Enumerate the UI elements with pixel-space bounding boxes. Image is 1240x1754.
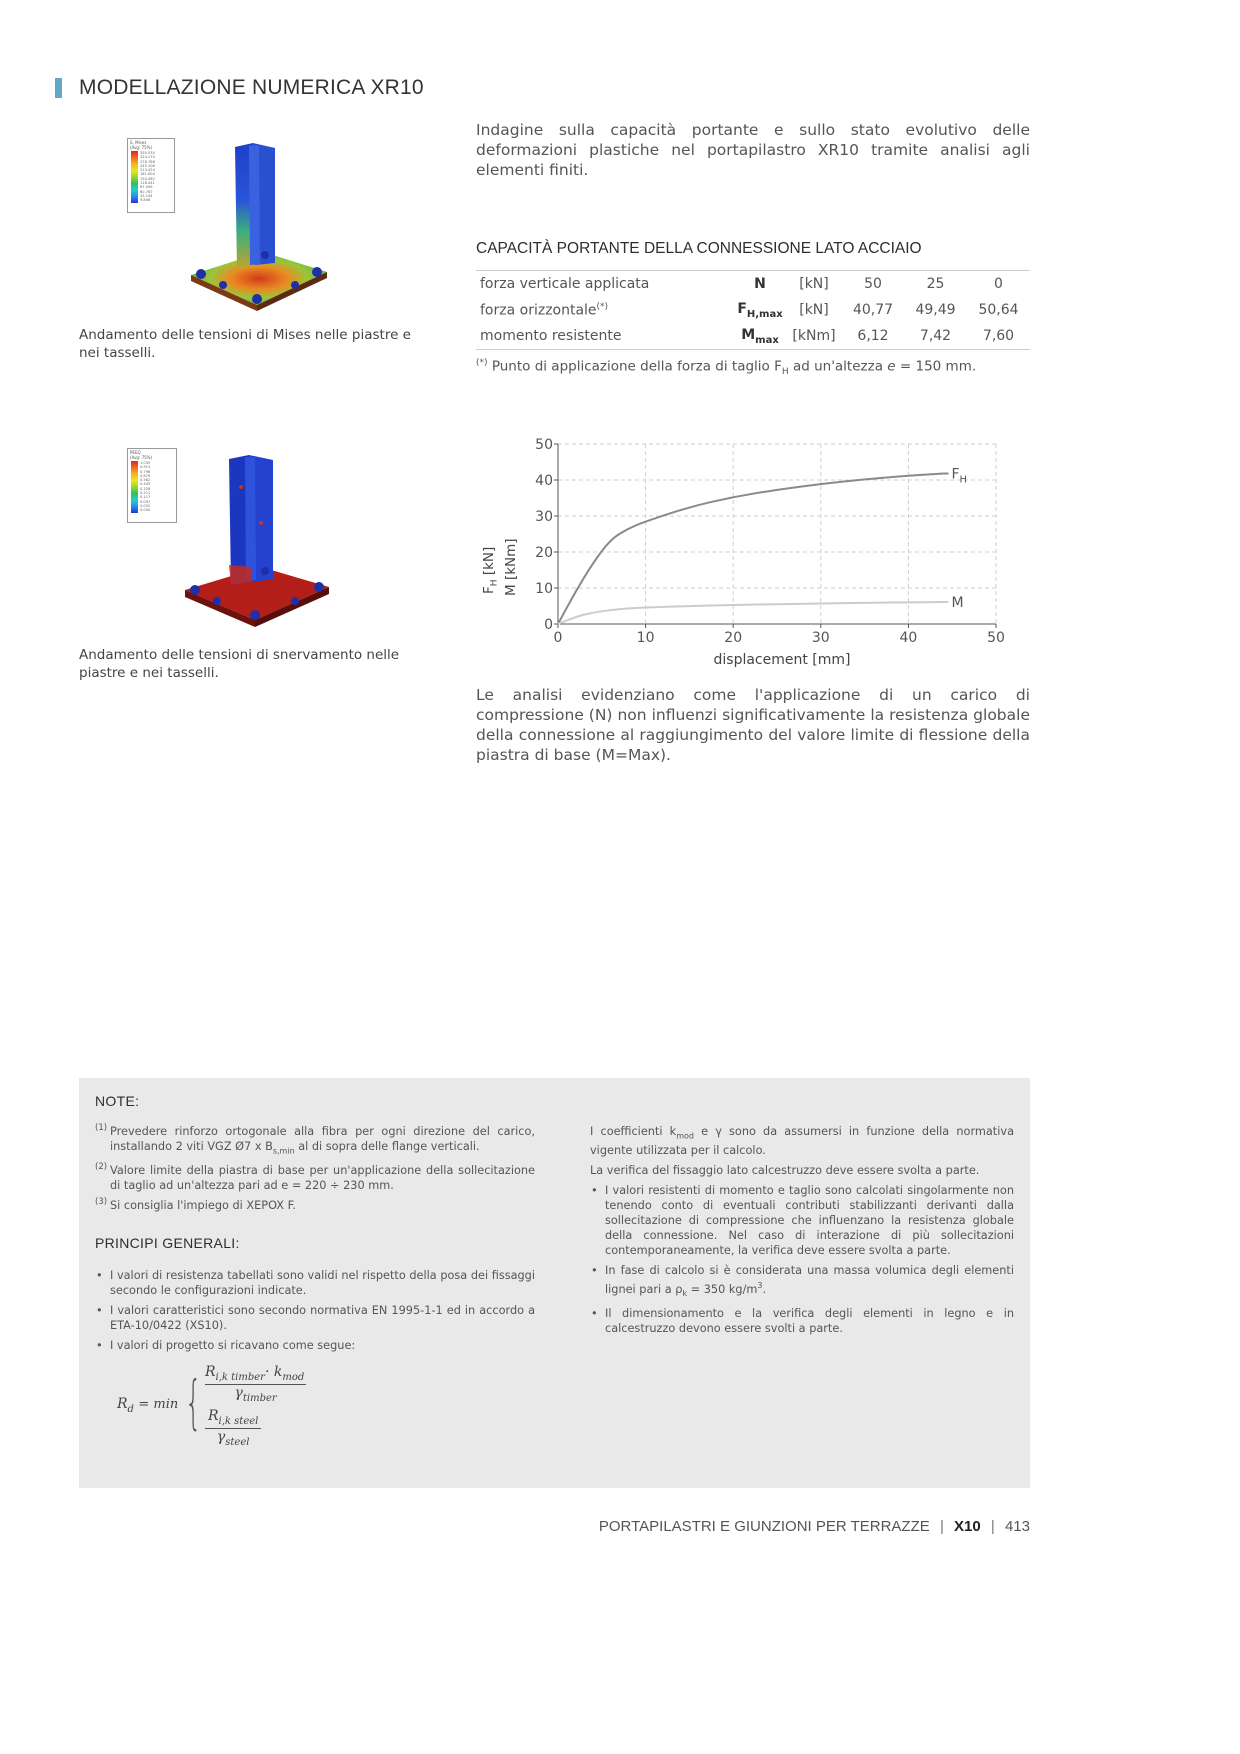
notes-box bbox=[79, 1078, 1030, 1488]
row-symbol: $M_{max}$ bbox=[734, 323, 786, 350]
footer-code: X10 bbox=[954, 1518, 981, 1535]
row-value: 0 bbox=[994, 276, 1003, 292]
yield-legend-values: 1.035 0.913 0.796 0.679 0.562 0.445 0.328 0.211 0.117 0.097 0.052 0.000 bbox=[140, 461, 151, 513]
fraction-denominator: $\gamma_{steel}$ bbox=[216, 1428, 250, 1448]
formula-brace: { bbox=[185, 1368, 202, 1436]
yield-model-render bbox=[181, 447, 335, 632]
mises-legend bbox=[127, 138, 175, 213]
y-tick-label: 30 bbox=[535, 509, 553, 525]
principles-title: PRINCIPI GENERALI: bbox=[95, 1235, 240, 1251]
row-label: forza verticale applicata bbox=[480, 276, 650, 292]
x-tick-label: 30 bbox=[811, 630, 830, 646]
row-unit: [kNm] bbox=[786, 323, 842, 350]
fraction-numerator: $R_{i,k timber}\cdot k_{mod}$ bbox=[205, 1364, 305, 1383]
header-accent-bar bbox=[55, 78, 62, 98]
row-unit: [kN] bbox=[799, 276, 829, 292]
table-row bbox=[476, 271, 1030, 297]
yield-color-scale bbox=[131, 461, 138, 513]
y-tick-label: 50 bbox=[535, 437, 553, 453]
list-item: • I valori caratteristici sono secondo normativa EN 1995-1-1 ed in accordo a ETA-10/0422 (XS10). bbox=[96, 1304, 535, 1332]
figure-caption-mises: Andamento delle tensioni di Mises nelle piastre e nei tasselli. bbox=[79, 327, 411, 361]
list-item: • I valori di progetto si ricavano come segue: bbox=[96, 1339, 356, 1352]
displacement-chart bbox=[476, 425, 1036, 675]
page-number: 413 bbox=[1004, 1518, 1030, 1535]
note-item: (2) Valore limite della piastra di base per un'applicazione della sollecitazione di taglio ad un'altezza pari ad e = 220 ÷ 230 mm. bbox=[95, 1162, 535, 1193]
row-value: 7,60 bbox=[967, 323, 1030, 350]
formula-fraction-timber bbox=[205, 1364, 306, 1404]
x-axis-label: displacement [mm] bbox=[713, 652, 851, 668]
x-tick-label: 40 bbox=[899, 630, 918, 646]
y-tick-label: 40 bbox=[535, 473, 553, 489]
series-label-force: $F_H$ bbox=[951, 466, 968, 486]
y-tick-label: 20 bbox=[535, 545, 553, 561]
note-item: (1) Prevedere rinforzo ortogonale alla fibra per ogni direzione del carico, installando 2 viti VGZ Ø7 x $B_{s,min}$ al di sopra delle flange verticali. bbox=[95, 1123, 535, 1156]
list-item: • I valori resistenti di momento e taglio sono calcolati singolarmente non tenendo conto di eventuali contributi stabilizzanti derivanti dalla sollecitazione di compressione che influenzano la resistenza globale della connessione. Nel caso di interazione di più sollecitazioni contemporaneamente, la verifica deve essere svolta a parte. bbox=[591, 1184, 1014, 1258]
row-value: 40,77 bbox=[852, 302, 894, 318]
list-item: • Il dimensionamento e la verifica degli elementi in legno e in calcestruzzo devono essere svolti a parte. bbox=[591, 1307, 1014, 1336]
notes-list bbox=[95, 1124, 535, 1218]
row-symbol: N bbox=[754, 276, 766, 292]
series-line-moment bbox=[558, 602, 943, 624]
page-title: MODELLAZIONE NUMERICA XR10 bbox=[79, 76, 424, 99]
series-label-moment: M bbox=[951, 595, 964, 612]
notes-right-column bbox=[590, 1124, 1014, 1341]
x-tick-label: 20 bbox=[724, 630, 743, 646]
concrete-note: La verifica del fissaggio lato calcestruzzo deve essere svolta a parte. bbox=[590, 1164, 980, 1178]
yield-legend bbox=[127, 448, 177, 523]
row-unit: [kN] bbox=[799, 302, 829, 318]
coefficients-note: I coefficienti $k_{mod}$ e γ sono da assumersi in funzione della normativa vigente utilizzata per il calcolo. bbox=[590, 1125, 1014, 1158]
section-header bbox=[55, 76, 424, 100]
mises-legend-values: 350.530 324.270 278.788 245.106 213.424 181.604 150.082 118.441 87.006 60.787 33.144 9.846 bbox=[140, 151, 155, 203]
series-line-force bbox=[558, 474, 943, 624]
row-label: forza orizzontale(*) bbox=[480, 301, 609, 319]
capacity-table-wrap bbox=[476, 270, 1030, 350]
mises-model-render bbox=[185, 135, 335, 315]
footer-separator: | bbox=[990, 1518, 995, 1535]
y-tick-label: 10 bbox=[535, 581, 553, 597]
row-value: 50 bbox=[864, 276, 882, 292]
note-item: (3) Si consiglia l'impiego di XEPOX F. bbox=[95, 1197, 296, 1213]
principles-list bbox=[95, 1268, 535, 1358]
notes-title: NOTE: bbox=[95, 1093, 140, 1109]
table-footnote: (*) Punto di applicazione della forza di taglio $F_H$ ad un'altezza e = 150 mm. bbox=[476, 358, 977, 378]
x-tick-label: 50 bbox=[987, 630, 1005, 646]
fem-figure-mises bbox=[125, 135, 335, 315]
intro-paragraph: Indagine sulla capacità portante e sullo stato evolutivo delle deformazioni plastiche nel portapilastro XR10 tramite analisi agli elementi finiti. bbox=[476, 121, 1030, 179]
page-footer bbox=[599, 1518, 1030, 1535]
row-value: 50,64 bbox=[978, 302, 1019, 318]
row-value: 49,49 bbox=[915, 302, 956, 318]
list-item: • In fase di calcolo si è considerata una massa volumica degli elementi lignei pari a $\rho_k = 350$ $kg/m^3$. bbox=[591, 1264, 1014, 1299]
analysis-paragraph: Le analisi evidenziano come l'applicazione di un carico di compressione (N) non influenzi significativamente la resistenza globale della connessione al raggiungimento del valore limite di flessione della piastra di base (M=Max). bbox=[476, 686, 1030, 764]
yield-legend-title: PEEQ (Avg: 75%) bbox=[130, 450, 153, 460]
capacity-table bbox=[476, 271, 1030, 350]
mises-legend-title: S, Mises (Avg: 75%) bbox=[130, 140, 153, 150]
fraction-denominator: $\gamma_{timber}$ bbox=[234, 1384, 277, 1404]
formula-lhs: $R_d = \min$ bbox=[117, 1396, 179, 1415]
x-tick-label: 0 bbox=[553, 630, 563, 646]
row-symbol: $F_{H,max}$ bbox=[737, 300, 783, 320]
capacity-title: CAPACITÀ PORTANTE DELLA CONNESSIONE LATO ACCIAIO bbox=[476, 240, 922, 257]
y-label-force: $F_H$ [kN] bbox=[481, 546, 500, 594]
footer-section: PORTAPILASTRI E GIUNZIONI PER TERRAZZE bbox=[598, 1518, 930, 1535]
y-label-moment: M [kNm] bbox=[503, 538, 519, 596]
figure-caption-yield: Andamento delle tensioni di snervamento nelle piastre e nei tasselli. bbox=[79, 647, 400, 681]
fem-figure-yield bbox=[125, 447, 335, 632]
row-label: momento resistente bbox=[476, 323, 734, 350]
y-tick-label: 0 bbox=[544, 617, 553, 633]
fraction-numerator: $R_{i,k steel}$ bbox=[205, 1408, 261, 1429]
footer-separator: | bbox=[939, 1518, 944, 1535]
table-row bbox=[476, 323, 1030, 350]
design-formula bbox=[117, 1362, 377, 1462]
mises-color-scale bbox=[131, 151, 138, 203]
table-row bbox=[476, 297, 1030, 323]
list-item: • I valori di resistenza tabellati sono validi nel rispetto della posa dei fissaggi secondo le configurazioni indicate. bbox=[96, 1269, 535, 1297]
x-tick-label: 10 bbox=[636, 630, 655, 646]
row-value: 25 bbox=[926, 276, 945, 292]
chart-plot bbox=[476, 425, 1036, 675]
formula-fraction-steel bbox=[205, 1408, 261, 1448]
row-value: 7,42 bbox=[904, 323, 967, 350]
row-value: 6,12 bbox=[842, 323, 904, 350]
